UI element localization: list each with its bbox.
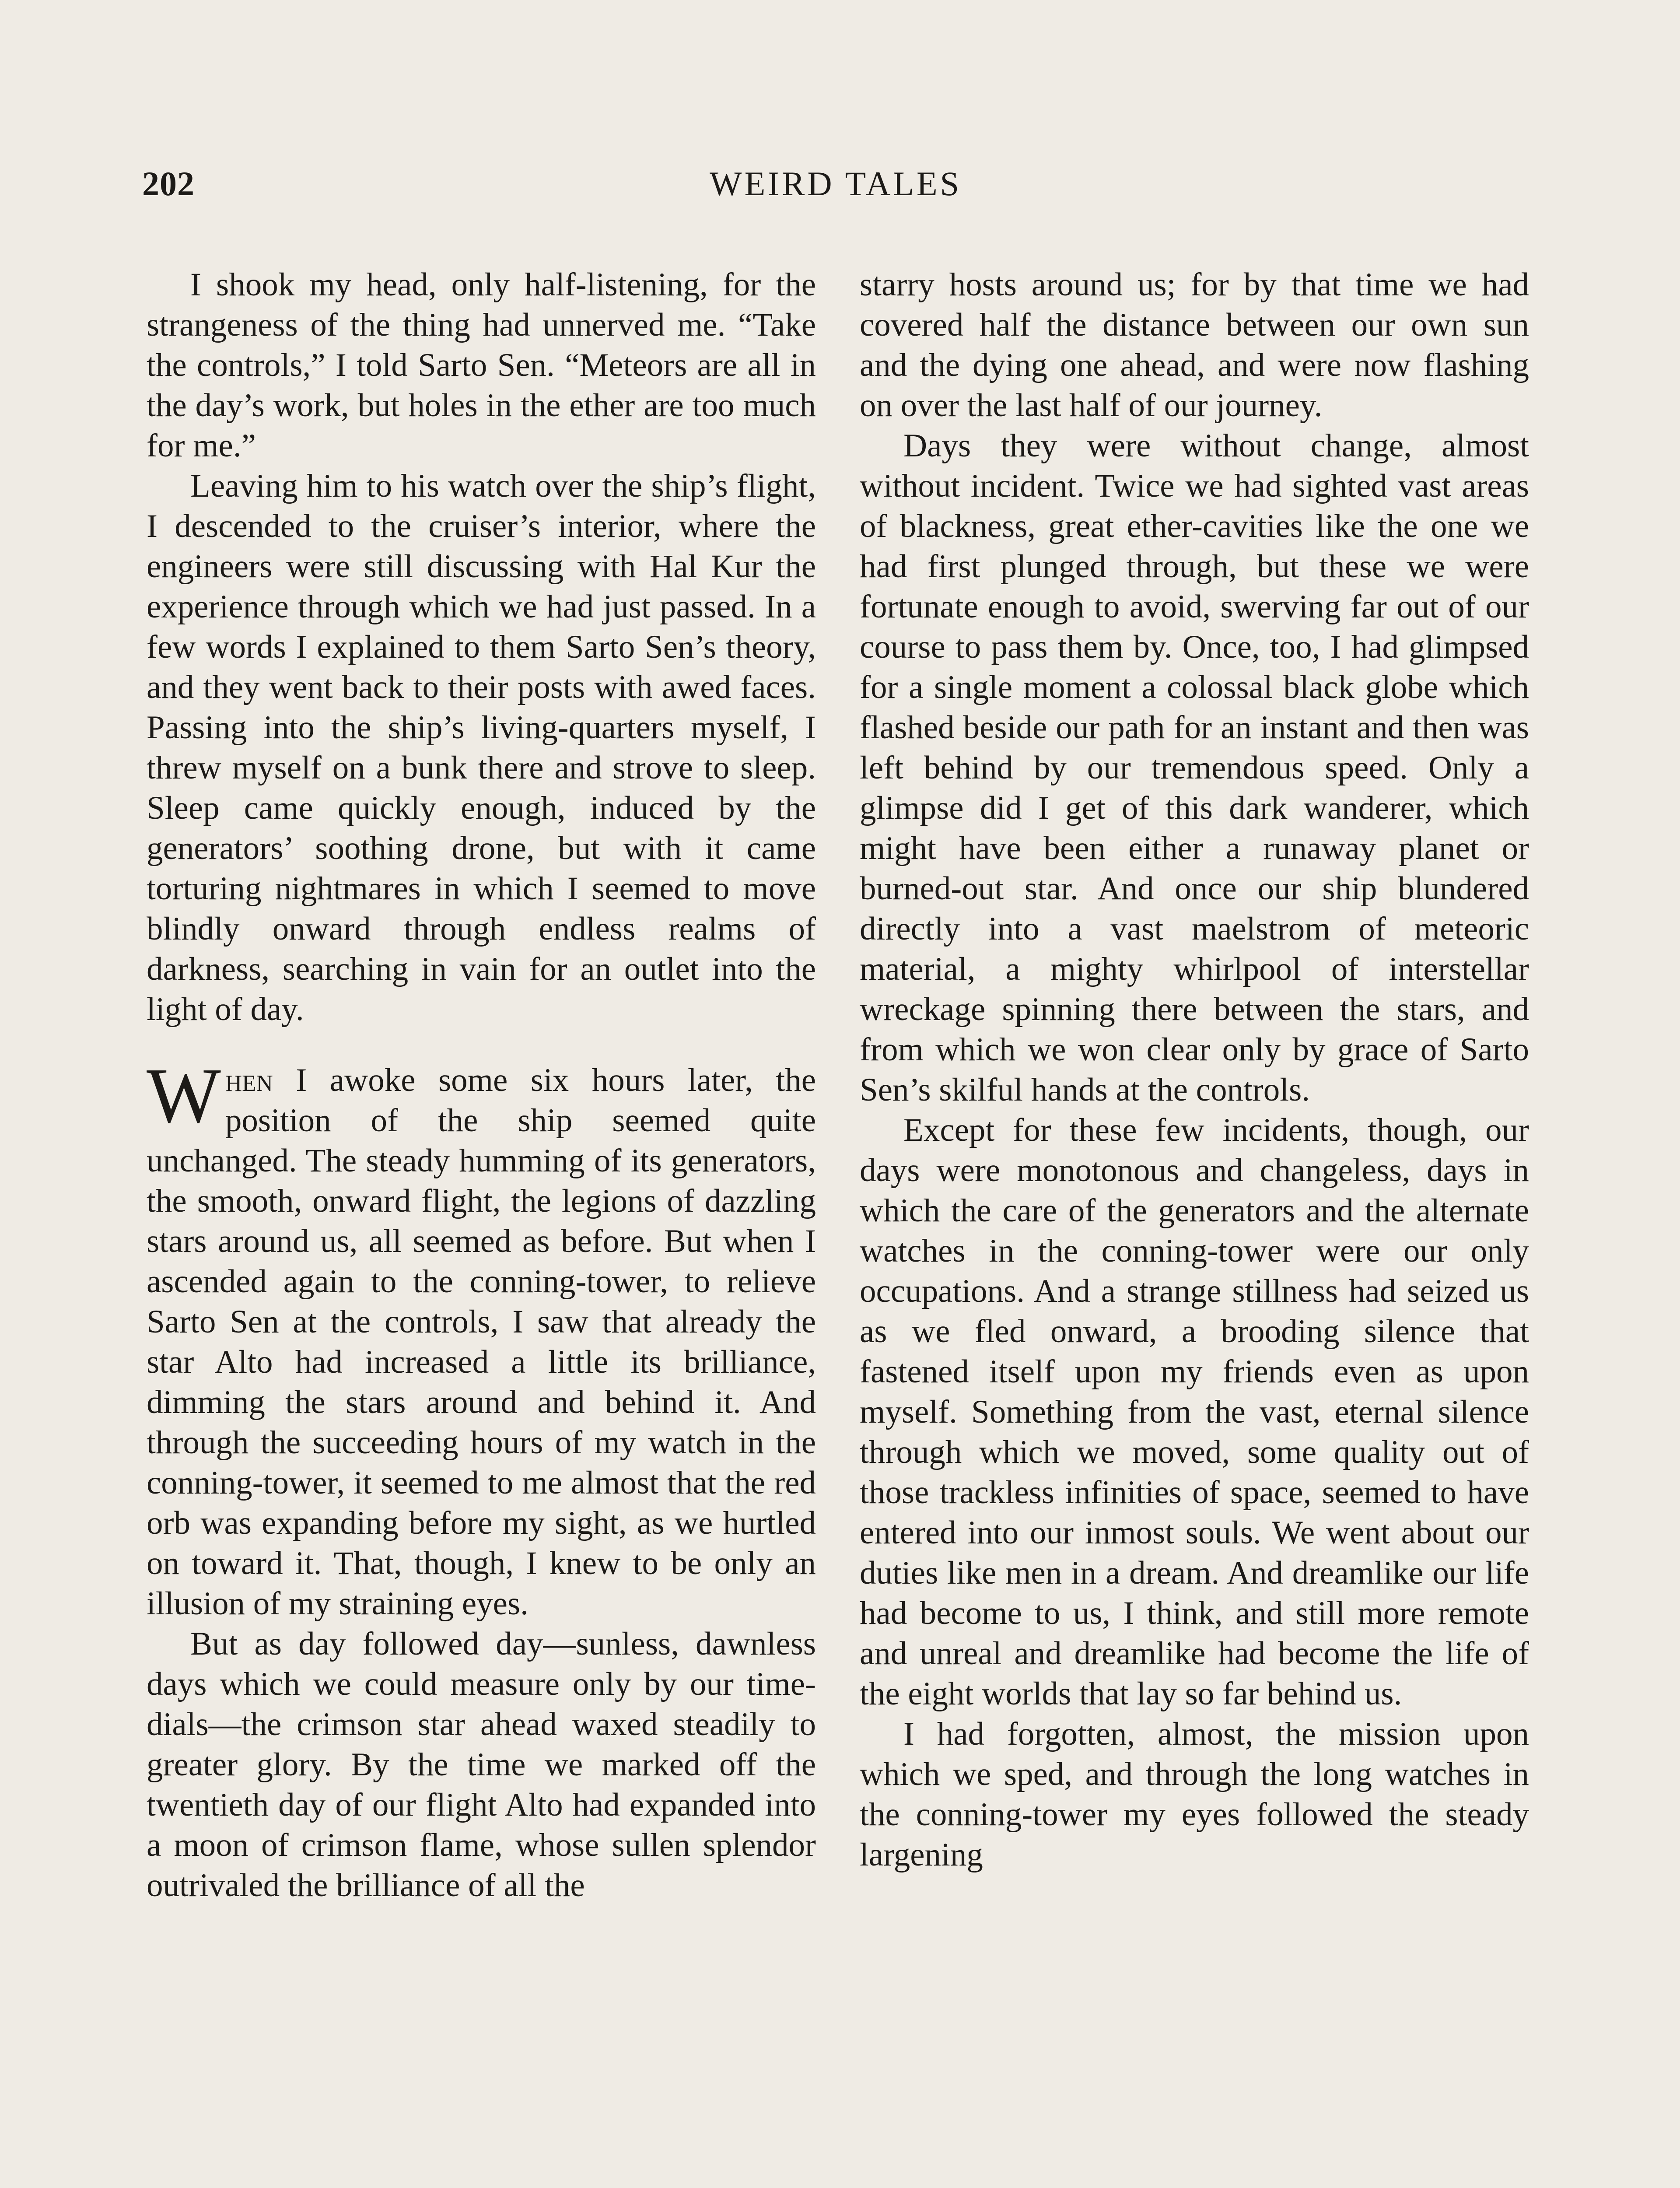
left-column <box>147 265 816 1906</box>
paragraph-continued: starry hosts around us; for by that time we had covered half the distance between our own sun and the dying one ahead, and were now flashing on over the last half of our journey. <box>860 266 1529 424</box>
magazine-title: WEIRD TALES <box>709 165 962 203</box>
section-start-paragraph <box>147 1052 816 1624</box>
paragraph-text: I awoke some six hours later, the position of the ship seemed quite unchanged. The steady humming of its generators, the smooth, onward flight, the legions of dazzling stars around us, all seemed as before. But when I ascended again to the conning-tower, to relieve Sarto Sen at the controls, I saw that already the star Alto had increased a little its brilliance, dimming the stars around and behind it. And through the succeeding hours of my watch in the conning-tower, it seemed to me almost that the red orb was expanding before my sight, as we hurtled on toward it. That, though, I knew to be only an illusion of my straining eyes. <box>147 1062 816 1622</box>
right-column <box>860 265 1529 1875</box>
small-caps-lead: hen <box>225 1062 273 1098</box>
paragraph: I shook my head, only half-listening, for the strangeness of the thing had unnerved me. “Take the controls,” I told Sarto Sen. “Meteors are all in the day’s work, but holes in the ether are too much for me.” <box>147 266 816 464</box>
paragraph: But as day followed day—sunless, dawnless days which we could measure only by our time-dials—the crimson star ahead waxed steadily to greater glory. By the time we marked off the twentieth day of our flight Alto had expanded into a moon of crimson flame, whose sullen splendor outrivaled the brilliance of all the <box>147 1626 816 1904</box>
page-number: 202 <box>142 165 195 203</box>
page-header <box>142 164 1529 217</box>
paragraph: Leaving him to his watch over the ship’s flight, I descended to the cruiser’s interior, where the engineers were still discussing with Hal Kur the experience through which we had just passed. In a few words I explained to them Sarto Sen’s theory, and they went back to their posts with awed faces. Passing into the ship’s living-quarters myself, I threw myself on a bunk there and strove to sleep. Sleep came quickly enough, induced by the generators’ soothing drone, but with it came torturing nightmares in which I seemed to move blindly onward through endless realms of darkness, searching in vain for an outlet into the light of day. <box>147 468 816 1027</box>
paragraph: Except for these few incidents, though, our days were monotonous and changeless, days in which the care of the generators and the alternate watches in the conning-tower were our only occupations. And a strange stillness had seized us as we fled onward, a brooding silence that fastened itself upon my friends even as upon myself. Something from the vast, eternal silence through which we moved, some quality out of those trackless infinities of space, seemed to have entered into our inmost souls. We went about our duties like men in a dream. And dreamlike our life had become to us, I think, and still more remote and unreal and dreamlike had become the life of the eight worlds that lay so far behind us. <box>860 1112 1529 1712</box>
drop-cap: W <box>147 1052 221 1139</box>
paragraph: I had forgotten, almost, the mission upon which we sped, and through the long watches in the conning-tower my eyes followed the steady largening <box>860 1716 1529 1873</box>
paragraph: Days they were without change, almost without incident. Twice we had sighted vast areas of blackness, great ether-cavities like the one we had first plunged through, but these we were fortunate enough to avoid, swerving far out of our course to pass them by. Once, too, I had glimpsed for a single moment a colossal black globe which flashed beside our path for an instant and then was left behind by our tremendous speed. Only a glimpse did I get of this dark wanderer, which might have been either a runaway planet or burned-out star. And once our ship blundered directly into a vast maelstrom of meteoric material, a mighty whirlpool of interstellar wreckage spinning there between the stars, and from which we won clear only by grace of Sarto Sen’s skilful hands at the controls. <box>860 428 1529 1108</box>
